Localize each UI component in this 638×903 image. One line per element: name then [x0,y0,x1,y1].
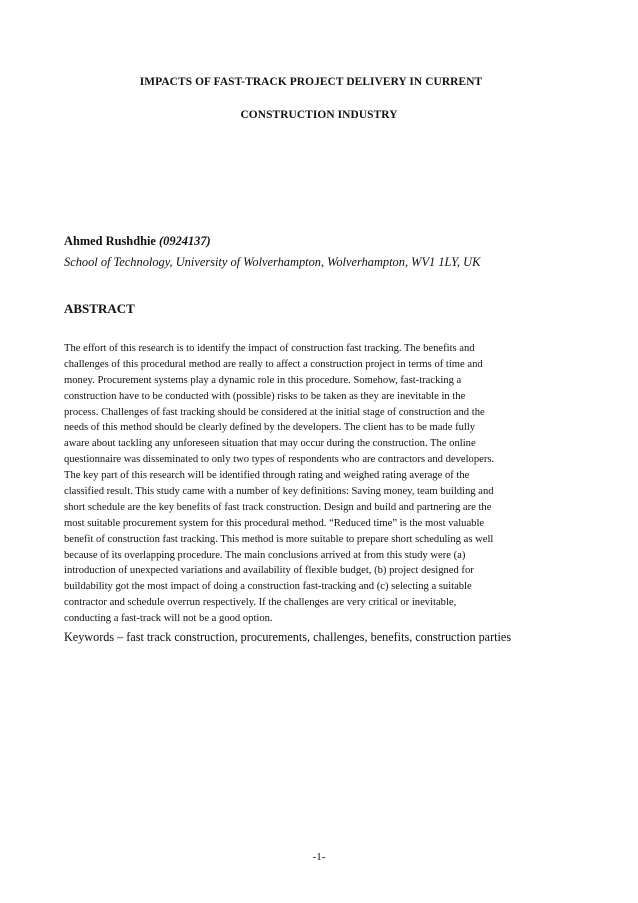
author-id: (0924137) [159,234,211,248]
abstract-line: classified result. This study came with a number of key definitions: Saving money, team building and [64,486,494,498]
paper-title-line-2: CONSTRUCTION INDUSTRY [240,109,398,121]
author-affiliation: School of Technology, University of Wolverhampton, Wolverhampton, WV1 1LY, UK [64,255,481,269]
abstract-heading: ABSTRACT [64,301,135,316]
abstract-line: short schedule are the key benefits of fast track construction. Design and build and partnering are the [64,501,492,513]
abstract-line: most suitable procurement system for this procedural method. “Reduced time” is the most valuable [64,517,485,529]
abstract-line: challenges of this procedural method are really to affect a construction project in terms of time and [64,358,483,370]
abstract-line: The key part of this research will be identified through rating and weighed rating average of the [64,470,470,482]
paper-title-line-1: IMPACTS OF FAST-TRACK PROJECT DELIVERY IN CURRENT [139,76,483,88]
abstract-line: construction have to be conducted with (possible) risks to be taken as they are inevitable in the [64,390,466,402]
page-number: -1- [312,851,326,863]
abstract-line: needs of this method should be clearly defined by the developers. The client has to be made fully [64,422,476,434]
abstract-line: benefit of construction fast tracking. This method is more suitable to prepare short scheduling as well [64,533,494,545]
abstract-line: process. Challenges of fast tracking should be considered at the initial stage of construction and the [64,406,485,418]
abstract-line: contractor and schedule overrun respectively. If the challenges are very critical or inevitable, [64,597,457,609]
abstract-line: money. Procurement systems play a dynamic role in this procedure. Somehow, fast-tracking a [64,374,462,386]
abstract-line: because of its overlapping procedure. The main conclusions arrived at from this study were (a) [64,549,466,561]
author-line [64,231,480,252]
abstract-line: questionnaire was disseminated to only two types of respondents who are contractors and developers. [64,454,495,466]
abstract-body [64,341,564,627]
abstract-line: buildability got the most impact of doing a construction fast-tracking and (c) selecting a suitable [64,581,472,593]
abstract-line: introduction of unexpected variations and availability of flexible budget, (b) project designed for [64,565,474,577]
abstract-line: conducting a fast-track will not be a good option. [64,613,273,625]
abstract-line: The effort of this research is to identify the impact of construction fast tracking. The benefits and [64,343,475,354]
abstract-line: aware about tackling any unforeseen situation that may occur during the construction. The online [64,438,476,450]
author-name: Ahmed Rushdhie [64,234,156,248]
author-block [64,231,480,273]
keywords-line: Keywords – fast track construction, procurements, challenges, benefits, construction parties [64,630,512,644]
